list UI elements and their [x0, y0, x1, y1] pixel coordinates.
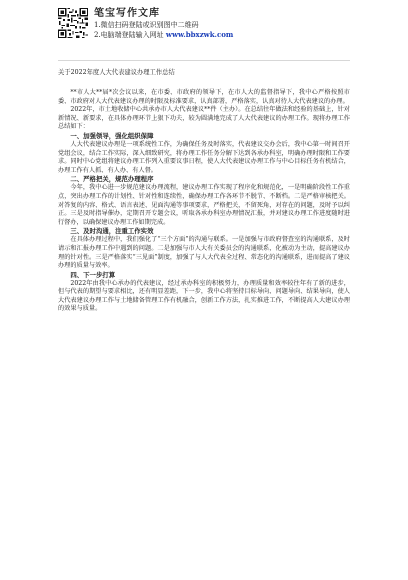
- brand-url-link[interactable]: www.bbxzwk.com: [165, 30, 234, 39]
- section-heading: 四、下一步打算: [70, 270, 116, 279]
- qr-code-icon[interactable]: [58, 8, 88, 38]
- section-paragraph: 人大代表建议办理是一项系统性工作，为确保任务及时落实，代表建议交办会后，我中心第一时间召开党组会议，结合工作实际，深入细致研究，将办理工作任务分解下达到各承办科室，明确办理时限和工作要求。同时中心党组将建议办理工作列入重要议事日程，使人大代表建议办理工作与中心目标任务有机结合，办理工作有人抓、有人办、有人督。: [58, 140, 350, 174]
- page-header: [58, 8, 378, 48]
- intro-paragraph: **市人大**届*次会议以来，在市委、市政府的领导下，在市人大的监督指导下，我中心严格按照市委、市政府对人大代表建议办理的时限及标准要求，认真部署，严格落实，认真对待人大代表建议的办理。: [58, 89, 350, 105]
- intro-paragraph: 2022年，市土地收储中心共承办市人大代表建议**件（主办）。在总结往年做法和经验的基础上，针对新情况、新要求，在具体办理环节上狠下功夫，较为圆满地完成了人大代表建议的办理工作。现将办理工作总结如下：: [58, 106, 350, 131]
- section-paragraph: 在具体办理过程中，我们强化了“三个方面”的沟通与联系。一是加强与市政府督查室的沟通联系，及时请示和汇报办理工作中遇到的问题。二是加强与市人大有关委员会的沟通联系，化被动为主动，提高建议办理的针对性。三是严格落实“三见面”制度，加强了与人大代表全过程、常态化的沟通联系，进而提高了建议办理的质量与效率。: [58, 236, 350, 270]
- brand-instruction-web: [94, 30, 354, 40]
- section-heading: 三、及时沟通，注重工作实效: [70, 227, 154, 236]
- header-divider: [58, 60, 350, 61]
- document-body: [58, 68, 350, 314]
- brand-info: [94, 7, 354, 40]
- section-heading: 一、加强领导，强化组织保障: [70, 131, 154, 140]
- brand-instruction-scan: 1.微信扫码登陆或识别图中二维码: [94, 21, 199, 29]
- section-paragraph: 今年，我中心进一步规范建议办理流程，建议办理工作实现了程序化和规范化，一是明确阶段性工作重点，突出办理工作的计划性、针对性和连续性，确保办理工作各环节不脱节、不断档。二是严格审核把关。对答复的内容、格式、语言表述、见面沟通等事项要求，严格把关，不留死角，对存在的问题，及时予以纠正。三是及时指导催办，定期召开专题会议，听取各承办科室办理情况汇报，并对建议办理工作进度随时进行督办，以确保建议办理工作如期完成。: [58, 184, 350, 226]
- brand-title: 笔宝写作文库: [94, 8, 160, 19]
- brand-instruction-web-label: 2.电脑端登陆输入网址: [94, 31, 164, 39]
- section-heading: 二、严格把关，规范办理程序: [70, 175, 154, 184]
- section-paragraph: 2022年由我中心承办的代表建议，经过承办科室的积极努力，办理质量和效率较往年有了新的进步，但与代表的期望与要求相比，还有明显差距，下一步，我中心将坚持目标导向、问题导向、结果导向，使人大代表建议办理工作与土地储备管理工作有机融合，创新工作方法，扎实推进工作，不断提高人大建议办理的效果与质量。: [58, 279, 350, 313]
- document-title: 关于2022年度人大代表建议办理工作总结: [58, 69, 175, 76]
